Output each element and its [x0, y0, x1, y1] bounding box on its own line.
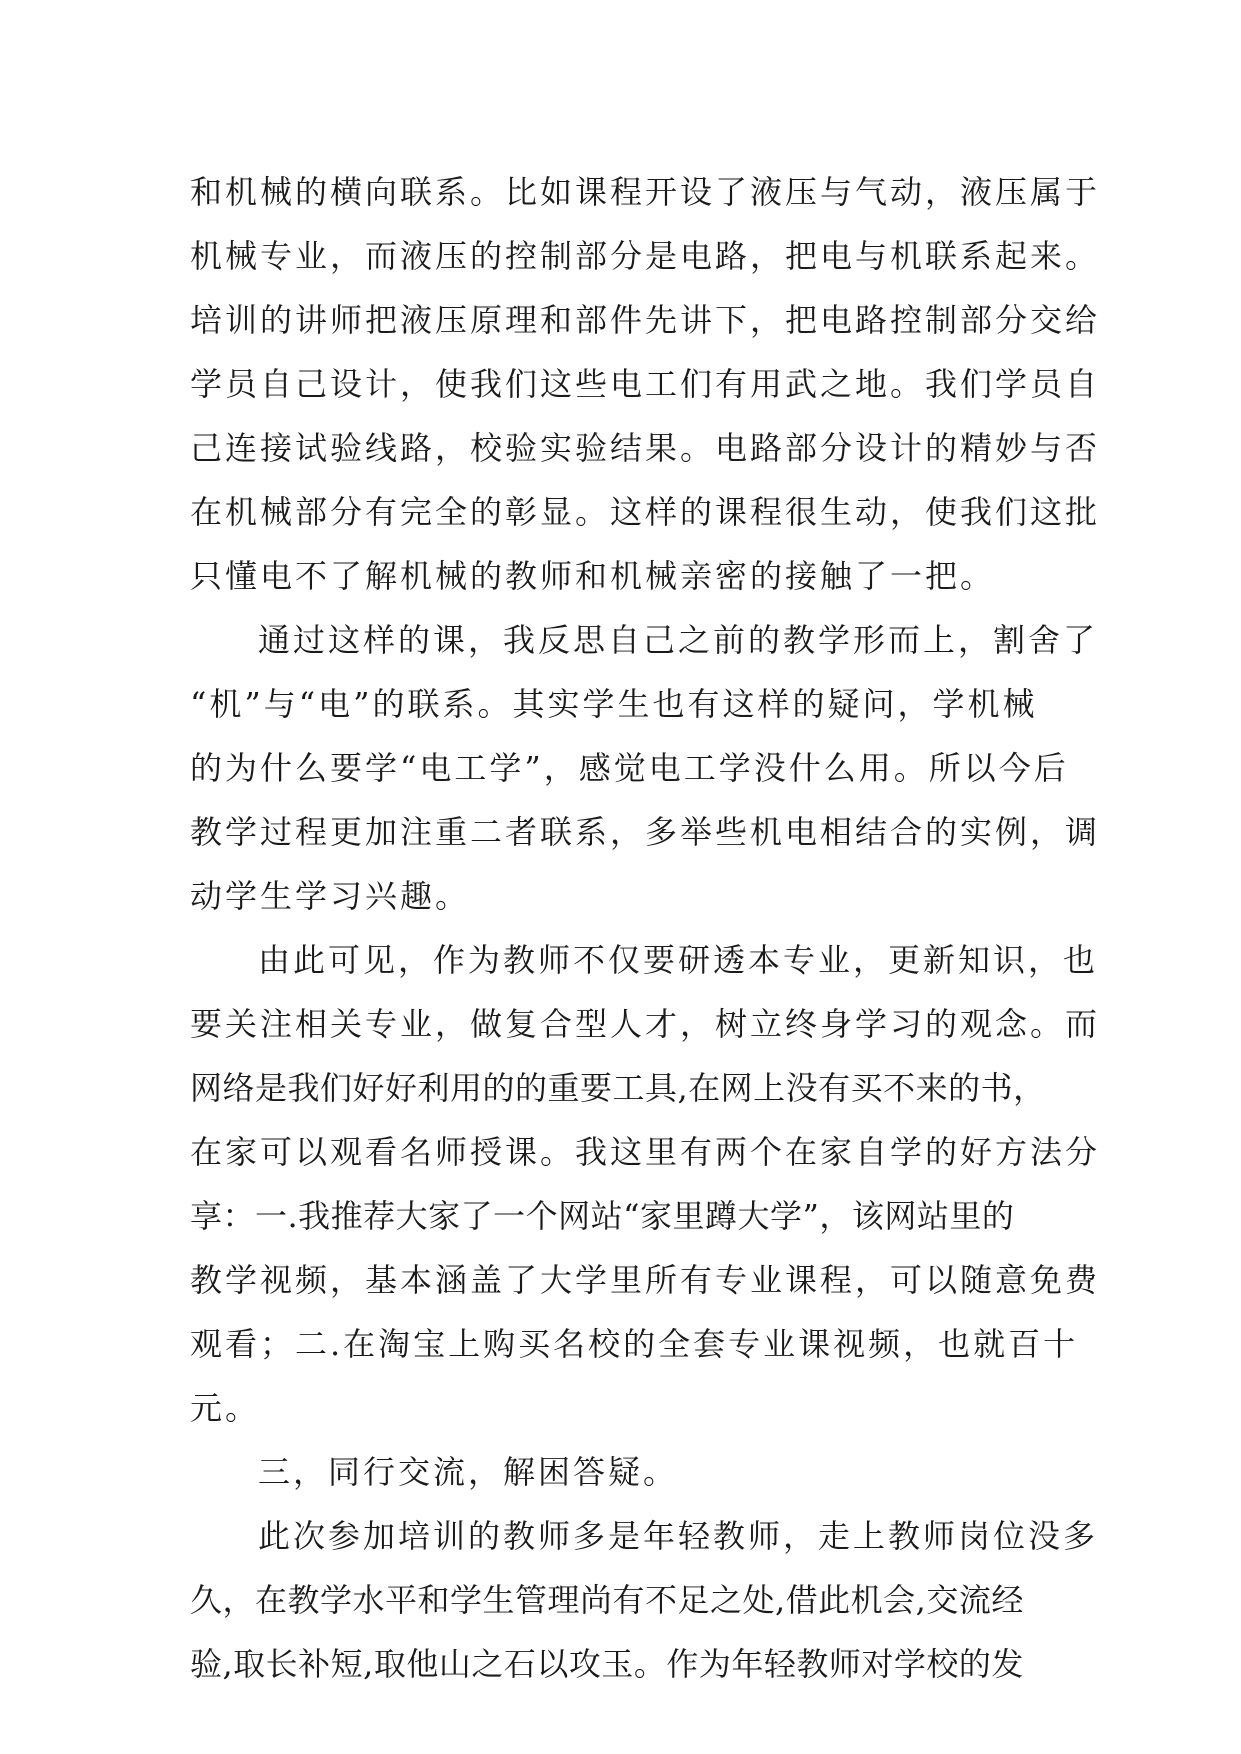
paragraph-start-line: 通过这样的课，我反思自己之前的教学形而上，割舍了	[258, 621, 1099, 659]
section-heading-line: 三，同行交流，解困答疑。	[258, 1453, 679, 1491]
text-line: 在机械部分有完全的彰显。这样的课程很生动，使我们这批	[190, 493, 1101, 531]
text-line: 动学生学习兴趣。	[190, 877, 471, 915]
text-line: “机”与“电”的联系。其实学生也有这样的疑问，学机械	[190, 685, 1038, 723]
text-line: 网络是我们好好利用的的重要工具,在网上没有买不来的书，	[190, 1069, 1046, 1107]
paragraph-start-line: 此次参加培训的教师多是年轻教师，走上教师岗位没多	[258, 1517, 1099, 1555]
text-line: 验,取长补短,取他山之石以攻玉。作为年轻教师对学校的发	[190, 1645, 1024, 1683]
paragraph-start-line: 由此可见，作为教师不仅要研透本专业，更新知识，也	[258, 941, 1099, 979]
text-line: 享：一.我推荐大家了一个网站“家里蹲大学”，该网站里的	[190, 1197, 1015, 1235]
text-line: 教学视频，基本涵盖了大学里所有专业课程，可以随意免费	[190, 1261, 1101, 1299]
text-line: 元。	[190, 1389, 261, 1427]
text-line: 培训的讲师把液压原理和部件先讲下，把电路控制部分交给	[190, 301, 1101, 339]
text-line: 和机械的横向联系。比如课程开设了液压与气动，液压属于	[190, 173, 1101, 211]
text-line: 久，在教学水平和学生管理尚有不足之处,借此机会,交流经	[190, 1581, 1024, 1619]
text-line: 学员自己设计，使我们这些电工们有用武之地。我们学员自	[190, 365, 1101, 403]
text-line: 教学过程更加注重二者联系，多举些机电相结合的实例，调	[190, 813, 1101, 851]
body-text	[190, 160, 1101, 1696]
text-line: 观看；二.在淘宝上购买名校的全套专业课视频，也就百十	[190, 1325, 1079, 1363]
text-line: 己连接试验线路，校验实验结果。电路部分设计的精妙与否	[190, 429, 1101, 467]
text-line: 在家可以观看名师授课。我这里有两个在家自学的好方法分	[190, 1133, 1101, 1171]
text-line: 要关注相关专业，做复合型人才，树立终身学习的观念。而	[190, 1005, 1101, 1043]
text-line: 机械专业，而液压的控制部分是电路，把电与机联系起来。	[190, 237, 1101, 275]
text-line: 只懂电不了解机械的教师和机械亲密的接触了一把。	[190, 557, 996, 595]
text-line: 的为什么要学“电工学”，感觉电工学没什么用。所以今后	[190, 749, 1069, 787]
